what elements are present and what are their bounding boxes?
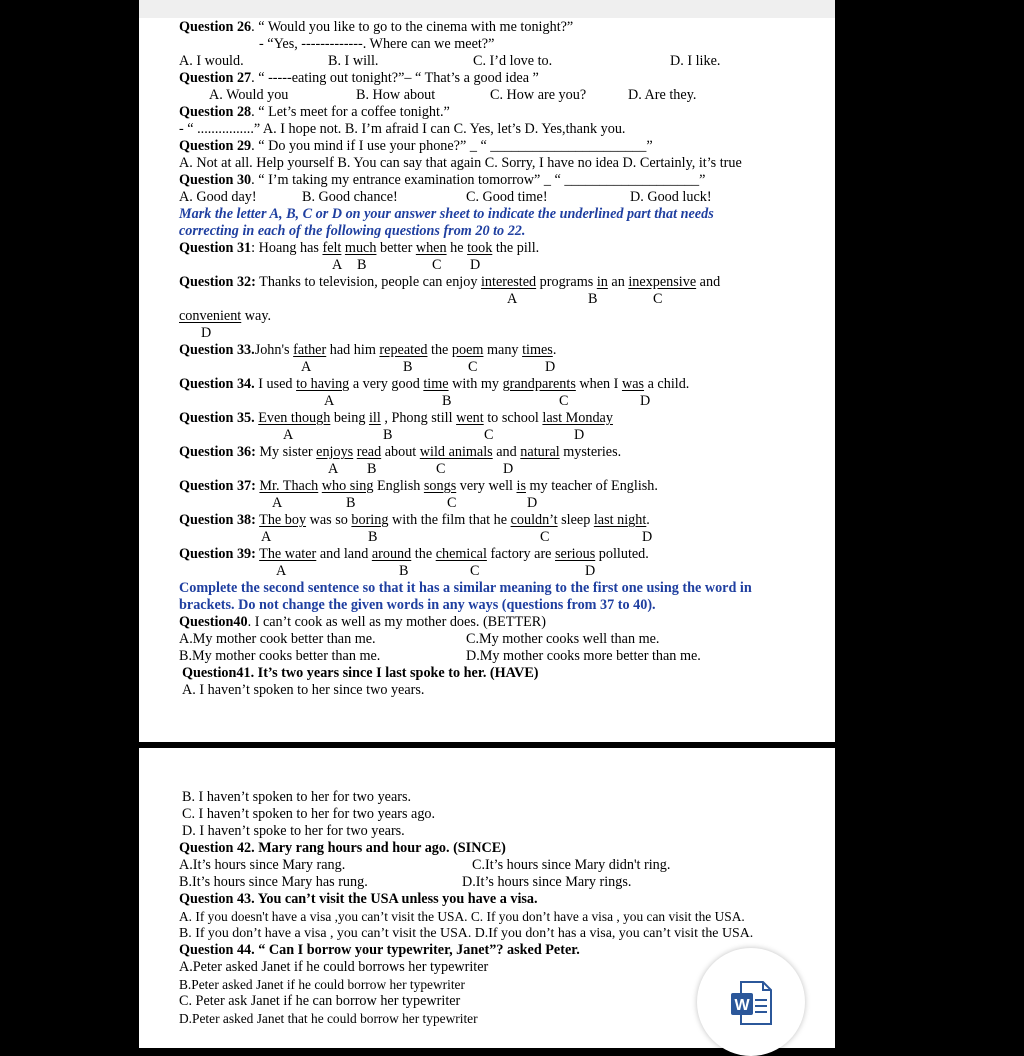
- q31-label-a: A: [332, 257, 343, 273]
- question-44: Question 44. “ Can I borrow your typewriter, Janet”? asked Peter.: [179, 942, 580, 958]
- q32-label-d: D: [201, 325, 212, 341]
- q27-option-b: B. How about: [356, 87, 436, 103]
- q43-options-ac: A. If you doesn't have a visa ,you can’t visit the USA. C. If you don’t have a visa , you can visit the USA.: [179, 909, 745, 924]
- word-app-badge[interactable]: [697, 948, 805, 1056]
- q33-label-d: D: [545, 359, 556, 375]
- q33-label-b: B: [403, 359, 413, 375]
- question-34: Question 34. I used to having a very good time with my grandparents when I was a child.: [179, 376, 690, 392]
- q40-option-b: B.My mother cooks better than me.: [179, 648, 381, 664]
- q33-label-c: C: [468, 359, 478, 375]
- q33-label-a: A: [301, 359, 312, 375]
- q39-label-d: D: [585, 563, 596, 579]
- question-40: Question40. I can’t cook as well as my mother does. (BETTER): [179, 614, 546, 630]
- q26-option-b: B. I will.: [328, 53, 379, 69]
- q26-option-c: C. I’d love to.: [473, 53, 553, 69]
- q40-option-a: A.My mother cook better than me.: [179, 631, 376, 647]
- q31-label-d: D: [470, 257, 481, 273]
- q34-label-a: A: [324, 393, 335, 409]
- q32-label-a: A: [507, 291, 518, 307]
- q38-label-d: D: [642, 529, 653, 545]
- question-27: Question 27. “ -----eating out tonight?”– “ That’s a good idea ”: [179, 70, 539, 86]
- q35-label-b: B: [383, 427, 393, 443]
- q35-label-c: C: [484, 427, 494, 443]
- q39-label-c: C: [470, 563, 480, 579]
- q27-option-a: A. Would you: [209, 87, 289, 103]
- question-32-line2: convenient way.: [179, 308, 272, 324]
- q32-label-b: B: [588, 291, 598, 307]
- question-28-options: - “ ................” A. I hope not. B. I’m afraid I can C. Yes, let’s D. Yes,thank you.: [179, 121, 626, 137]
- q41-option-c: C. I haven’t spoken to her for two years ago.: [182, 806, 436, 822]
- q31-label-c: C: [432, 257, 442, 273]
- instruction-sentence-transformation-line2: brackets. Do not change the given words in any ways (questions from 37 to 40).: [179, 597, 656, 613]
- question-29: Question 29. “ Do you mind if I use your phone?” _ “ ______________________”: [179, 138, 653, 154]
- q36-label-b: B: [367, 461, 377, 477]
- instruction-error-identification: Mark the letter A, B, C or D on your answer sheet to indicate the underlined part that needs: [179, 206, 714, 222]
- q34-label-b: B: [442, 393, 452, 409]
- question-42: Question 42. Mary rang hours and hour ago. (SINCE): [179, 840, 506, 856]
- q44-option-c: C. Peter ask Janet if he can borrow her typewriter: [179, 993, 461, 1009]
- q39-label-a: A: [276, 563, 287, 579]
- q30-option-c: C. Good time!: [466, 189, 548, 205]
- q40-option-c: C.My mother cooks well than me.: [466, 631, 660, 647]
- question-33: Question 33.John's father had him repeated the poem many times.: [179, 342, 557, 358]
- question-39: Question 39: The water and land around the chemical factory are serious polluted.: [179, 546, 649, 562]
- q38-label-b: B: [368, 529, 378, 545]
- q42-option-b: B.It’s hours since Mary has rung.: [179, 874, 368, 890]
- instruction-error-identification-line2: correcting in each of the following questions from 20 to 22.: [179, 223, 526, 239]
- q35-label-a: A: [283, 427, 294, 443]
- q37-label-a: A: [272, 495, 283, 511]
- question-37: Question 37: Mr. Thach who sing English songs very well is my teacher of English.: [179, 478, 658, 494]
- question-29-options: A. Not at all. Help yourself B. You can say that again C. Sorry, I have no idea D. Certainly, it’s true: [179, 155, 742, 171]
- q44-option-d: D.Peter asked Janet that he could borrow her typewriter: [179, 1011, 478, 1026]
- q36-label-a: A: [328, 461, 339, 477]
- q39-label-b: B: [399, 563, 409, 579]
- q26-option-a: A. I would.: [179, 53, 244, 69]
- q43-options-bd: B. If you don’t have a visa , you can’t visit the USA. D.If you don’t has a visa, you can’t visit the USA.: [179, 926, 754, 941]
- q41-option-d: D. I haven’t spoke to her for two years.: [182, 823, 405, 839]
- q30-option-d: D. Good luck!: [630, 189, 712, 205]
- q36-label-d: D: [503, 461, 514, 477]
- q44-option-a: A.Peter asked Janet if he could borrows her typewriter: [179, 959, 489, 975]
- q32-label-c: C: [653, 291, 663, 307]
- question-30: Question 30. “ I’m taking my entrance examination tomorrow” _ “ ___________________”: [179, 172, 706, 188]
- question-28: Question 28. “ Let’s meet for a coffee tonight.”: [179, 104, 450, 120]
- q34-label-d: D: [640, 393, 651, 409]
- q38-label-c: C: [540, 529, 550, 545]
- q42-option-a: A.It’s hours since Mary rang.: [179, 857, 346, 873]
- q30-option-a: A. Good day!: [179, 189, 257, 205]
- q27-option-d: D. Are they.: [628, 87, 697, 103]
- document-page-1: [139, 0, 835, 742]
- q42-option-c: C.It’s hours since Mary didn't ring.: [472, 857, 671, 873]
- q38-label-a: A: [261, 529, 272, 545]
- q37-label-c: C: [447, 495, 457, 511]
- q31-label-b: B: [357, 257, 367, 273]
- question-26-line2: - “Yes, -------------. Where can we meet?”: [259, 36, 495, 52]
- q37-label-d: D: [527, 495, 538, 511]
- q30-option-b: B. Good chance!: [302, 189, 398, 205]
- page-top-edge: [139, 0, 835, 18]
- q34-label-c: C: [559, 393, 569, 409]
- q41-option-b: B. I haven’t spoken to her for two years.: [182, 789, 412, 805]
- svg-text:W: W: [734, 997, 750, 1014]
- q37-label-b: B: [346, 495, 356, 511]
- q41-option-a: A. I haven’t spoken to her since two years.: [182, 682, 425, 698]
- q26-option-d: D. I like.: [670, 53, 721, 69]
- q35-label-d: D: [574, 427, 585, 443]
- question-41: Question41. It’s two years since I last spoke to her. (HAVE): [182, 665, 539, 681]
- question-43: Question 43. You can’t visit the USA unless you have a visa.: [179, 891, 538, 907]
- instruction-sentence-transformation: Complete the second sentence so that it has a similar meaning to the first one using the word in: [179, 580, 752, 596]
- question-26: Question 26. “ Would you like to go to the cinema with me tonight?”: [179, 19, 574, 35]
- q42-option-d: D.It’s hours since Mary rings.: [462, 874, 632, 890]
- question-38: Question 38: The boy was so boring with the film that he couldn’t sleep last night.: [179, 512, 650, 528]
- word-doc-icon: [729, 980, 773, 1026]
- question-32: Question 32: Thanks to television, people can enjoy interested programs in an inexpensive and: [179, 274, 721, 290]
- q27-option-c: C. How are you?: [490, 87, 587, 103]
- q44-option-b: B.Peter asked Janet if he could borrow her typewriter: [179, 977, 465, 992]
- question-35: Question 35. Even though being ill , Phong still went to school last Monday: [179, 410, 613, 426]
- question-31: Question 31: Hoang has felt much better when he took the pill.: [179, 240, 540, 256]
- question-36: Question 36: My sister enjoys read about wild animals and natural mysteries.: [179, 444, 622, 460]
- q36-label-c: C: [436, 461, 446, 477]
- q40-option-d: D.My mother cooks more better than me.: [466, 648, 701, 664]
